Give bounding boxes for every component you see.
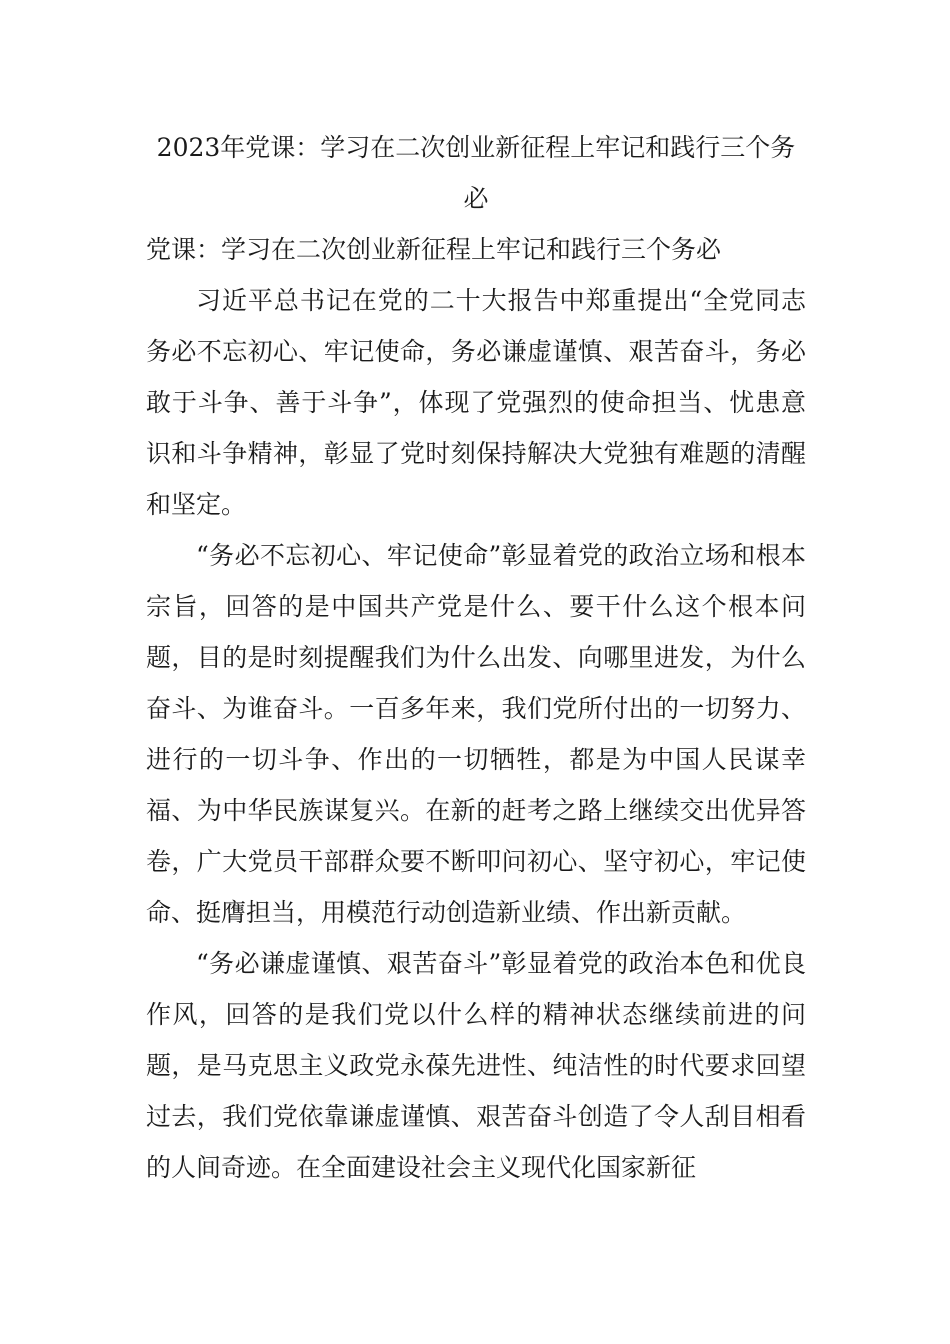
document-title: 2023年党课：学习在二次创业新征程上牢记和践行三个务必: [156, 133, 796, 213]
paragraph-1: 习近平总书记在党的二十大报告中郑重提出“全党同志务必不忘初心、牢记使命，务必谦虚谨慎、艰苦奋斗，务必敢于斗争、善于斗争”，体现了党强烈的使命担当、忧患意识和斗争精神，彰显了党时刻保持解决大党独有难题的清醒和坚定。: [146, 286, 806, 519]
document-page: [146, 122, 806, 1193]
paragraph-2: “务必不忘初心、牢记使命”彰显着党的政治立场和根本宗旨，回答的是中国共产党是什么、要干什么这个根本问题，目的是时刻提醒我们为什么出发、向哪里进发，为什么奋斗、为谁奋斗。一百多年来，我们党所付出的一切努力、进行的一切斗争、作出的一切牺牲，都是为中国人民谋幸福、为中华民族谋复兴。在新的赶考之路上继续交出优异答卷，广大党员干部群众要不断叩问初心、坚守初心，牢记使命、挺膺担当，用模范行动创造新业绩、作出新贡献。: [146, 541, 806, 927]
paragraph-3: “务必谦虚谨慎、艰苦奋斗”彰显着党的政治本色和优良作风，回答的是我们党以什么样的精神状态继续前进的问题，是马克思主义政党永葆先进性、纯洁性的时代要求回望过去，我们党依靠谦虚谨慎、艰苦奋斗创造了令人刮目相看的人间奇迹。在全面建设社会主义现代化国家新征: [146, 949, 806, 1182]
document-subtitle: 党课：学习在二次创业新征程上牢记和践行三个务必: [146, 235, 722, 264]
